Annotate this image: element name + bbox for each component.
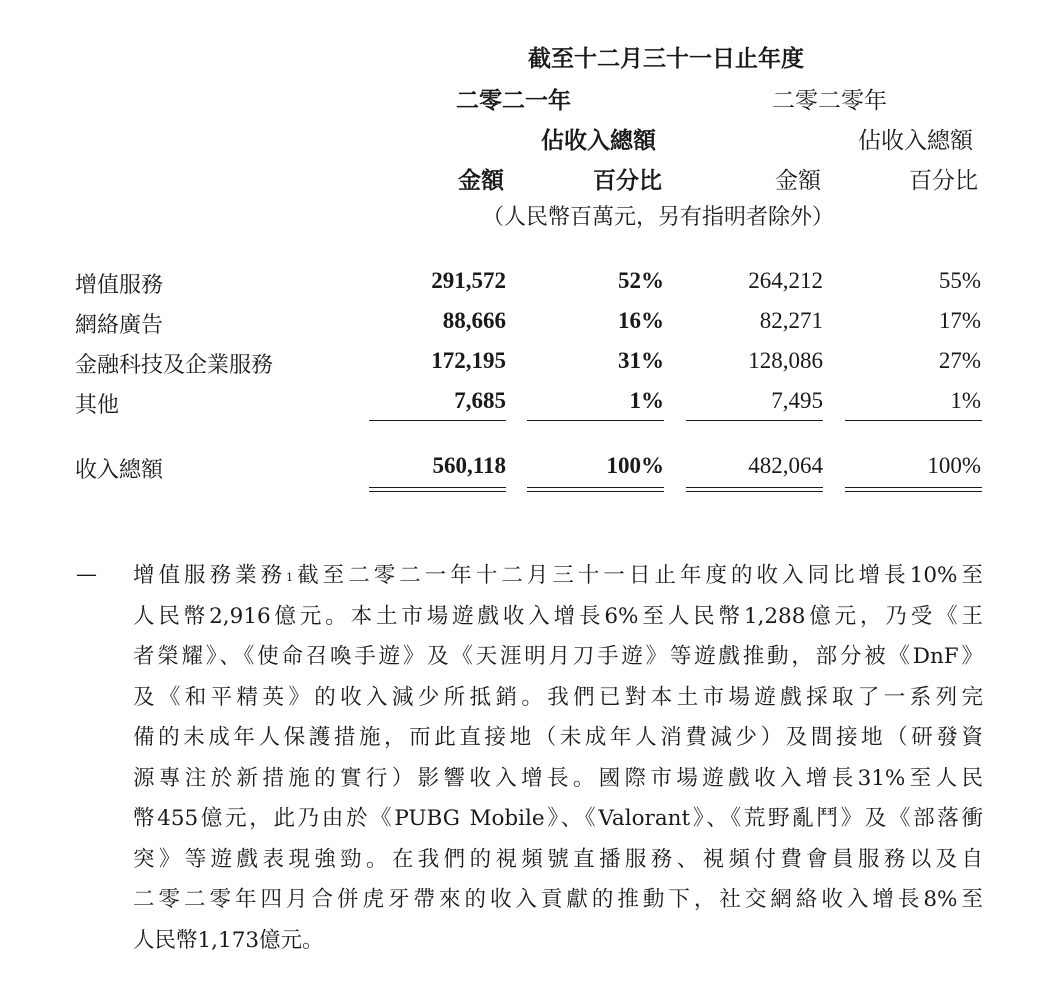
total-rule-pct2021-b	[527, 491, 664, 492]
amount-2020-cell: 7,495	[771, 388, 823, 413]
percent-2021-cell: 16%	[618, 308, 664, 333]
subtotal-rule-pct2020	[845, 420, 982, 421]
amount-2021-header: 金額	[458, 167, 504, 194]
subtotal-rule-amt2021	[369, 420, 506, 421]
total-rule-amt2021-a	[369, 487, 506, 488]
paragraph-line	[133, 556, 983, 597]
amount-2021-cell: 291,572	[431, 268, 506, 293]
row-label: 網絡廣告	[75, 313, 164, 338]
paragraph-line: 及《和平精英》的收入減少所抵銷。我們已對本土市場遊戲採取了一系列完	[133, 684, 983, 710]
year-2020-header: 二零二零年	[772, 88, 887, 114]
subtotal-rule-pct2021	[527, 420, 664, 421]
percent-2020-cell: 27%	[938, 348, 981, 373]
total-amount-2020: 482,064	[748, 453, 823, 478]
amount-2020-cell: 82,271	[759, 308, 823, 333]
pct-total-2020-header: 佔收入總額	[858, 128, 973, 154]
amount-2021-cell: 88,666	[442, 308, 506, 333]
row-label: 其他	[75, 393, 120, 418]
pct-total-2021-header: 佔收入總額	[541, 127, 656, 154]
row-label: 增值服務	[75, 273, 164, 298]
footnote-marker: 1	[286, 571, 294, 584]
paragraph-line: 備的未成年人保護措施，而此直接地（未成年人消費減少）及間接地（研發資	[133, 725, 983, 750]
amount-2021-cell: 7,685	[454, 388, 506, 413]
total-rule-pct2020-a	[845, 487, 982, 488]
paragraph-line: 人民幣1,173億元。	[133, 927, 324, 953]
percent-2021-header: 百分比	[593, 167, 662, 194]
total-rule-pct2021-a	[527, 487, 664, 488]
total-rule-pct2020-b	[845, 491, 982, 492]
amount-2020-cell: 264,212	[748, 268, 823, 293]
percent-2020-header: 百分比	[909, 168, 978, 194]
percent-2021-cell: 52%	[618, 268, 664, 293]
paragraph-line: 源專注於新措施的實行）影響收入增長。國際市場遊戲收入增長31%至人民	[133, 765, 983, 791]
paragraph-lead-rest: 截至二零二一年十二月三十一日止年度的收入同比增長10%至	[293, 563, 983, 588]
total-rule-amt2021-b	[369, 491, 506, 492]
percent-2020-cell: 1%	[950, 388, 981, 413]
paragraph-line: 突》等遊戲表現強勁。在我們的視頻號直播服務、視頻付費會員服務以及自	[133, 846, 983, 872]
paragraph-lead: 增值服務業務	[133, 563, 287, 588]
amount-2021-cell: 172,195	[431, 348, 506, 373]
total-amount-2021: 560,118	[432, 453, 506, 478]
percent-2021-cell: 31%	[618, 348, 664, 373]
subtotal-rule-amt2020	[686, 420, 823, 421]
percent-2021-cell: 1%	[629, 388, 664, 413]
paragraph-line: 幣455億元，此乃由於《PUBG Mobile》、《Valorant》、《荒野亂鬥》及《部落衝	[133, 806, 983, 831]
amount-2020-cell: 128,086	[748, 348, 823, 373]
paragraph-line: 者榮耀》、《使命召喚手遊》及《天涯明月刀手遊》等遊戲推動，部分被《DnF》	[133, 644, 983, 669]
unit-note: （人民幣百萬元，另有指明者除外）	[482, 205, 835, 230]
total-rule-amt2020-b	[686, 491, 823, 492]
paragraph-line: 二零二零年四月合併虎牙帶來的收入貢獻的推動下，社交網絡收入增長8%至	[133, 887, 983, 912]
total-rule-amt2020-a	[686, 487, 823, 488]
row-label: 金融科技及企業服務	[75, 353, 274, 378]
total-percent-2021: 100%	[606, 453, 664, 478]
percent-2020-cell: 17%	[938, 308, 981, 333]
commentary-paragraph	[133, 556, 983, 961]
amount-2020-header: 金額	[775, 168, 821, 194]
bullet-dash: —	[76, 562, 97, 586]
period-header: 截至十二月三十一日止年度	[528, 45, 804, 72]
total-label: 收入總額	[75, 458, 164, 483]
percent-2020-cell: 55%	[938, 268, 981, 293]
year-2021-header: 二零二一年	[456, 87, 571, 114]
paragraph-line: 人民幣2,916億元。本土市場遊戲收入增長6%至人民幣1,288億元，乃受《王	[133, 603, 983, 629]
total-percent-2020: 100%	[927, 453, 981, 478]
